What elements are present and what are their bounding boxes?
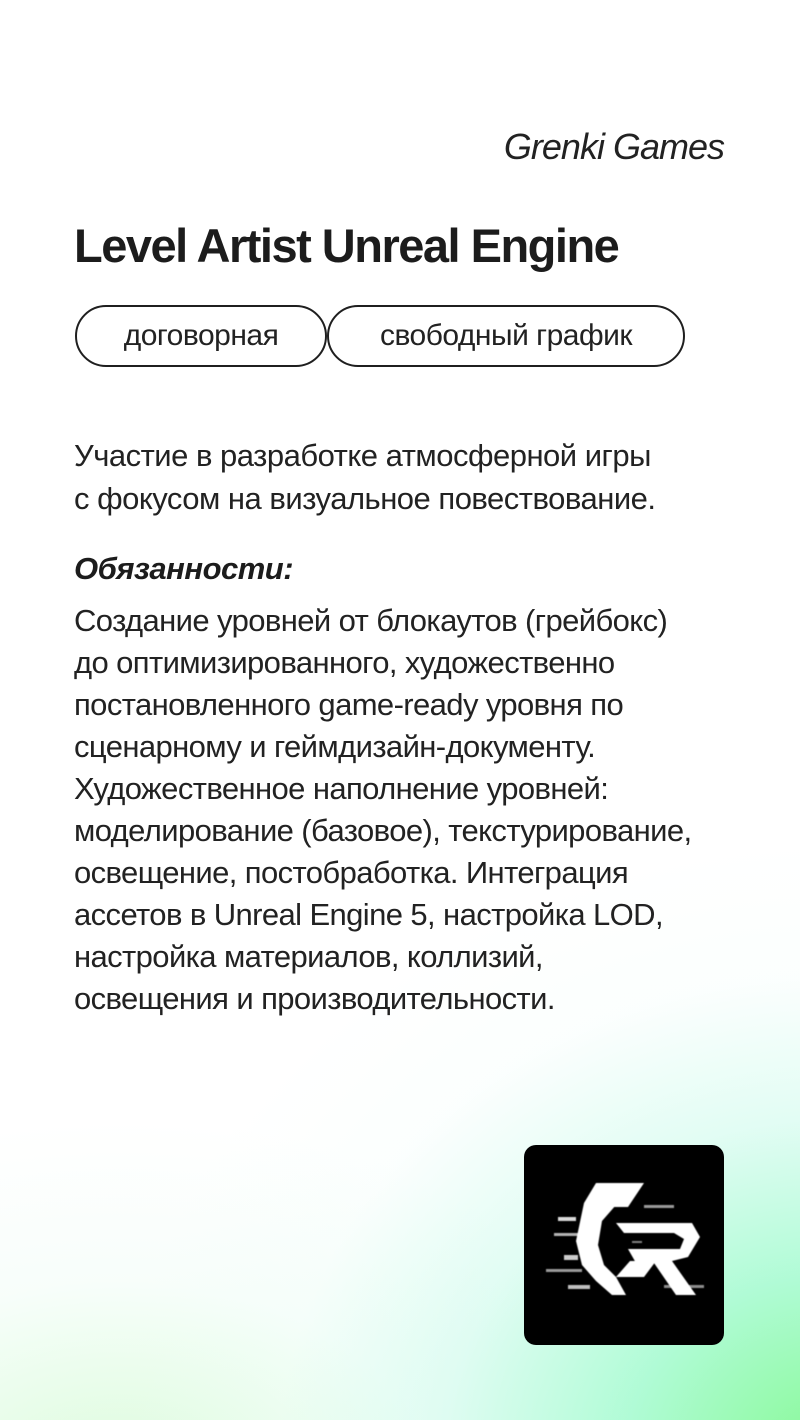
duties-text [74,600,774,1020]
duties-line: постановленного game-ready уровня по [74,687,624,722]
intro-line: Участие в разработке атмосферной игры [74,438,651,473]
duties-line: освещение, постобработка. Интеграция [74,855,629,890]
vacancy-intro [74,434,774,520]
vacancy-tags [75,305,685,367]
vacancy-title: Level Artist Unreal Engine [74,219,619,272]
duties-line: настройка материалов, коллизий, [74,939,543,974]
duties-line: сценарному и геймдизайн-документу. [74,729,596,764]
duties-line: до оптимизированного, художественно [74,645,615,680]
salary-tag: договорная [75,305,327,367]
duties-line: ассетов в Unreal Engine 5, настройка LOD, [74,897,663,932]
duties-line: Художественное наполнение уровней: [74,771,609,806]
schedule-tag: свободный график [327,305,685,367]
company-name: Grenki Games [503,126,724,167]
duties-line: освещения и производительности. [74,981,555,1016]
duties-heading: Обязанности: [74,551,294,586]
duties-line: Создание уровней от блокаутов (грейбокс) [74,603,668,638]
duties-line: моделирование (базовое), текстурирование, [74,813,692,848]
intro-line: с фокусом на визуальное повествование. [74,481,656,516]
grenki-games-logo-icon [524,1145,724,1345]
